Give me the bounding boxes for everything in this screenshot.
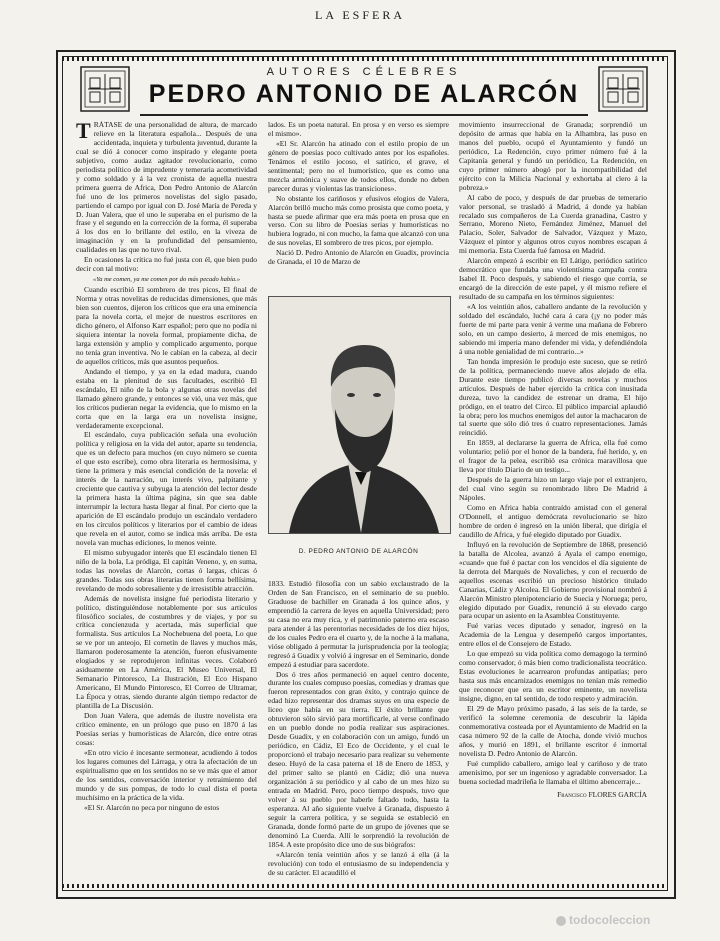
paragraph: 1833. Estudió filosofía con un sabio exclaustrado de la Orden de San Francisco, en el seminario de su pueblo. Graduose de bachiller en Granada á los quince años, y emprendió la carrera de leyes en aquella Universidad; pero su casa no era muy rica, y el patrimonio paterno era escaso para atender á las perentorias necesidades de los diez hijos, de los cuales Pedro era el cuarto y, de la noche á la mañana, vióse obligado á permutar la jurisprudencia por la teología; regresó á Guadix y volvió á ingresar en el Seminario, donde empezó á estudiar para sacerdote. (268, 580, 449, 669)
paragraph: Fué cumplido caballero, amigo leal y cariñoso y de trato amenísimo, por ser un ingenioso y agradable conversador. La buena sociedad madrileña le llamaba el último abencerraje... (459, 758, 647, 786)
paragraph: Influyó en la revolución de Septiembre de 1868, presenció la batalla de Alcolea, avanzó á Ayala el campo enemigo, «cuand» que fué é pactar con los vencidos el día siguiente de la derrota del Marqués de Novaliches, y con el recuerdo de aquellos escenas escribió un precioso histórico titulado Canarias, Cádiz y Alcolea. El Gobierno provisional nombró á Alarcón Ministro plenipotenciario de Suecia y Noruega; pero, elegido diputado por Guadix, renunció á su elevado cargo para ocupar un asiento en la Asamblea Constituyente. (459, 539, 647, 621)
paragraph: Dos ó tres años permaneció en aquel centro docente, durante los cuales compuso poesías, comedias y dramas que fueron representados con gran éxito, y contrajo quince de edad hizo representar dos dramas suyos en una especie de liceo que había en su tierra. El éxito brillante que obtuvieron sólo sirvió para mortificarle, al verse confinado en un pueblo donde no podía realizar sus aspiraciones. Desde Guadix, y en colaboración con un amigo, fundó un periódico, en Cádiz, El Eco de Occidente, y el cual le proporcionó el trabajo necesario para realizar su vehemente deseo. Huyó de la casa paterna el 18 de Enero de 1853, y del primer salto se plantó en Cádiz; dió una nueva organización á su periódico y al cabo de un mes hizo su entrada en Madrid. Pero, poco tiempo después, tuvo que volver á su pueblo por haberle faltado todo, hasta la esperanza. Al año siguiente vuelve á Granada, dispuesto á seguir la carrera política, y se seguida se estableció en Granada, donde formó parte de un grupo de jóvenes que se denominó La Cuerda. Allí le sorprendió la revolución de 1854. A este propósito dice uno de sus biógrafos: (268, 669, 449, 849)
paragraph: RÁTASE de una personalidad de altura, de marcado relieve en la literatura española... Después de una accidentada, inquieta y turbulenta juventud, durante la cual se dió á conocer como inspirado y elegante poeta subjetivo, como audaz agitador revolucionario, como periodista político de imprudente y temeraria acometividad y como soldado y á la vez cronista de aquella nuestra primera guerra de Africa, Don Pedro Antonio de Alarcón fué uno de los primeros novelistas del siglo pasado, partiendo el campo por igual con D. José María de Pereda y D. Juan Valera, que el uno le superaba en el purismo de la frase y el segundo en la corrección de la forma, él superaba á los dos en lo brillante del estilo, en la viveza de imaginación y en la profundidad del pensamiento, cualidades en las que no tuvo rival. (76, 121, 257, 255)
paragraph: Además de novelista insigne fué periodista literario y político, distinguiéndose notablemente por sus artículos filosófico sociales, de costumbres y de viajes, y por su crítica concienzuda y acertada, más superficial que formalista. Sus artículos La Nochebuena del poeta, Lo que se ve por un anteojo, El cornetín de llaves y muchos más, llamaron poderosamente la atención, fueron efusivamente elogiados y se reprodujeron infinitas veces. Colaboró asiduamente en La América, El Museo Universal, El Semanario Pintoresco, La Ilustración, El Eco Hispano Americano, El Mundo Pintoresco, El Correo de Ultramar, La Época y otras, siendo durante algún tiempo redactor de plantilla de La Discusión. (76, 593, 257, 711)
border-band-bottom (62, 884, 666, 888)
portrait-caption: D. PEDRO ANTONIO DE ALARCÓN (298, 548, 419, 555)
paragraph: Cuando escribió El sombrero de tres picos, El final de Norma y otras novelitas de reducidas dimensiones, que más bien son cuentos, dijeron los críticos que era una eminencia para la novela corta, el mejor de nuestros escritores en dicho género, el Alfonso Karr español; pero que no podía ni siquiera intentar la novela formal, propiamente dicha, de larga extensión y amplio y complicado argumento, porque no tenía gran inventiva. No le cabían en la cabeza, al decir de aquellos críticos, más que asuntos pequeños. (76, 285, 257, 366)
border-band-top (62, 57, 666, 61)
paragraph: El 29 de Mayo próximo pasado, á las seis de la tarde, se verificó la solemne ceremonia de descubrir la lápida conmemorativa costeada por el Ayuntamiento de Madrid en la casa número 92 de la calle de Atocha, donde vivió muchos años, y murió en 1891, el brillante escritor é inmortal novelista D. Pedro Antonio de Alarcón. (459, 704, 647, 758)
paragraph: Después de la guerra hizo un largo viaje por el extranjero, del cual vino según su renombrado libro De Madrid á Nápoles. (459, 475, 647, 503)
paragraph: En ocasiones la crítica no fué justa con él, que bien pudo decir con tal motivo: (76, 255, 257, 274)
article-column-2-bottom (268, 580, 449, 876)
author-signature: Francisco FLORES GARCÍA (557, 789, 647, 799)
paragraph: Tan honda impresión le produjo este suceso, que se retiró de la política, permaneciendo nueve años alejado de ella. Durante este tiempo publicó diversas novelas y muchos artículos. Después de haber ejercido la crítica con inusitada dureza, tuvo la candidez de estrenar un drama, El hijo pródigo, en el teatro del Circo. El público imparcial aplaudió la obra; pero los muchos enemigos del autor la machacaron de tal suerte que sólo dió tres ó cuatro representaciones. Jamás reincidió. (459, 356, 647, 438)
article-column-3 (459, 121, 647, 876)
watermark-icon (556, 916, 566, 926)
paragraph: «Alarcón tenía veintiún años y se lanzó á ella (á la revolución) con todo el entusiasmo de su independencia y de su carácter. El acaudilló el (268, 849, 449, 876)
portrait-illustration (269, 297, 450, 533)
paragraph: movimiento insurreccional de Granada; sorprendió un depósito de armas que había en la Alhambra, las puso en manos del pueblo, ocupó el Ayuntamiento y fundó un periódico, La Redención, cuyo primer número fué á la Capitanía general y fundó un periódico, La Redención, en cuyo primer número abogó por la incompatibilidad del ejército con la Milicia Nacional y exhortaba al clero á la pobreza.» (459, 121, 647, 192)
section-kicker: AUTORES CÉLEBRES (266, 66, 462, 78)
verse-quote: «Ya me comen, ya me comen por do más pecado había.» (92, 276, 241, 284)
watermark-text: todocoleccion (569, 913, 651, 927)
paragraph: Don Juan Valera, que además de ilustre novelista era crítico eminente, en un prólogo que puso en 1870 á las Poesías serias y humorísticas de Alarcón, dice entre otras cosas: (76, 711, 257, 747)
running-head: LA ESFERA (314, 8, 405, 22)
paragraph: Al cabo de poco, y después de dar pruebas de temerario valor personal, se trasladó á Madrid, á donde ya habían recalado sus compañeros de La Cuerda granadina, Castro y Serrano, Moreno Nieto, Fernández Jiménez, Manuel del Palacio, Soler, Salvador de Salvador, Vázquez y Mazo, Vázquez el pintor y algunos otros cuyos nombres escapan á mi memoria. Esta Cuerda fué famosa en Madrid. (459, 192, 647, 256)
paragraph: Alarcón empezó á escribir en El Látigo, periódico satírico democrático que fundaba una violentísima campaña contra Isabel II. Poco después, y sabiendo el riesgo que corría, se encargó de la dirección de este papel, y él mismo refiere el resultado de su campaña en los términos siguientes: (459, 256, 647, 302)
paragraph: Nació D. Pedro Antonio de Alarcón en Guadix, provincia de Granada, el 10 de Marzo de (268, 248, 449, 267)
article-column-2-top (268, 121, 449, 291)
paragraph: «En otro vicio é incesante sermonear, acudiendo á todos los lugares comunes del Lárraga, y otra la afectación de un espiritualismo que en los sentidos no se ve más que el amor de los sentidos, conversación interior y retraimiento del mundo y de sus pompas, de todo lo cual dista el poeta muchísimo en la práctica de la vida. (76, 747, 257, 802)
paragraph: Fué varias veces diputado y senador, ingresó en la Academia de la Lengua y desempeñó cargos importantes, entre ellos el de Consejero de Estado. (459, 621, 647, 649)
paragraph: En 1859, al declararse la guerra de Africa, ella fué como voluntario; pelió por el honor de la bandera, fué herido, y, en el fragor de la pelea, escribió esa crónica maravillosa que lleva por título Diario de un testigo... (459, 438, 647, 475)
paragraph: El escándalo, cuya publicación señala una evolución política y religiosa en la vida del autor, aparte su tendencia, que es un defecto para muchos (en cuyo número se cuenta el que esto escribe), como obra literaria es hermosísima, y tiene la primera y más esencial condición de la novela: el interés de la narración, un interés vivo, palpitante y creciente que cautiva y subyuga la atención del lector desde la primera hasta la última página, sin que sea dable interrumpir la lectura hasta llegar al final. Por cierto que la aparición de El escándalo produjo un escándalo verdadero en los círculos políticos y literarios por el cambio de ideas que revela en el autor, como se indica más arriba. De esta novela van muchas ediciones, lo menos veinte. (76, 430, 257, 547)
article-title: PEDRO ANTONIO DE ALARCÓN (148, 80, 580, 108)
paragraph: «El Sr. Alarcón no peca por ninguno de estos (84, 802, 220, 812)
article-column-1 (76, 121, 257, 876)
paragraph: Andando el tiempo, y ya en la edad madura, cuando estaba en la plenitud de sus facultades, escribió El escándalo, El niño de la bola y algunas otras novelas del llamado género grande, y entonces se vió, una vez más, que los críticos pudieran negar la evidencia, que lo mismo en la corta que en la larga era un novelista insigne, verdaderamente excepcional. (76, 366, 257, 430)
paragraph: «El Sr. Alarcón ha atinado con el estilo propio de un género de poesías poco cultivado antes por los españoles. Tenámos el estilo jocoso, el satírico, el grave, el sentimental; pero no el humorístico, que es como una mezcla armónica y suave de todos ellos, donde no deben parecer duras y violentas las transiciones». (268, 138, 449, 193)
paragraph: lados. Es un poeta natural. En prosa y en verso es siempre el mismo». (268, 121, 449, 138)
portrait-photo (268, 296, 451, 534)
paragraph: «A los veintiún años, caballero andante de la revolución y soldado del escándalo, luché cara á cara (¡y no poder más fuerte de mi parte para venir á verme una mañana de Febrero solo, en un campo desierto, á merced de mis enemigos, no sabiendo mi imperia mano defender mi vida, y defendiéndola á una noble genialidad de mi contrario...» (459, 302, 647, 356)
drop-cap: T (76, 121, 91, 143)
title-rule (140, 114, 588, 116)
paragraph: Como en Africa había contraído amistad con el general O'Donnell, el antiguo demócrata revolucionario se hizo hombre de orden é ingresó en la unión liberal, que dirigía el caudillo de Africa, y fué elegido diputado por Guadix. (459, 503, 647, 539)
left-ornament-icon (80, 66, 130, 112)
paragraph: El mismo subyugador interés que El escándalo tienen El niño de la bola, La pródiga, El capitán Veneno, y, en suma, todas las novelas de Alarcón, cortas ó largas, chicas ó grandes. Todas sus obras literarias tienen forma bellísima, revelando de modo sobresaliente y de irresistible atracción. (76, 547, 257, 593)
right-ornament-icon (598, 66, 648, 112)
paragraph: No obstante los cariñosos y efusivos elogios de Valera, Alarcón brilló mucho más como prosista que como poeta, y hasta se puede afirmar que era más poeta en prosa que en verso. Con su libro de Poesías serias y humorísticas no hubiera logrado, ni con mucho, la fama que alcanzó con una de sus novelas, El sombrero de tres picos, por ejemplo. (268, 193, 449, 248)
watermark (556, 913, 650, 927)
paragraph: Lo que empezó su vida política como demagogo la terminó como conservador, ó más bien como tradicionalista teocrático. Estas evoluciones le acarrearon profundas antipatías; pero hasta sus más encarnizados enemigos no tenían más remedio que reconocer que era un escritor eminente, un novelista insigne, digno, en tal sentido, de todo respeto y admiración. (459, 649, 647, 704)
